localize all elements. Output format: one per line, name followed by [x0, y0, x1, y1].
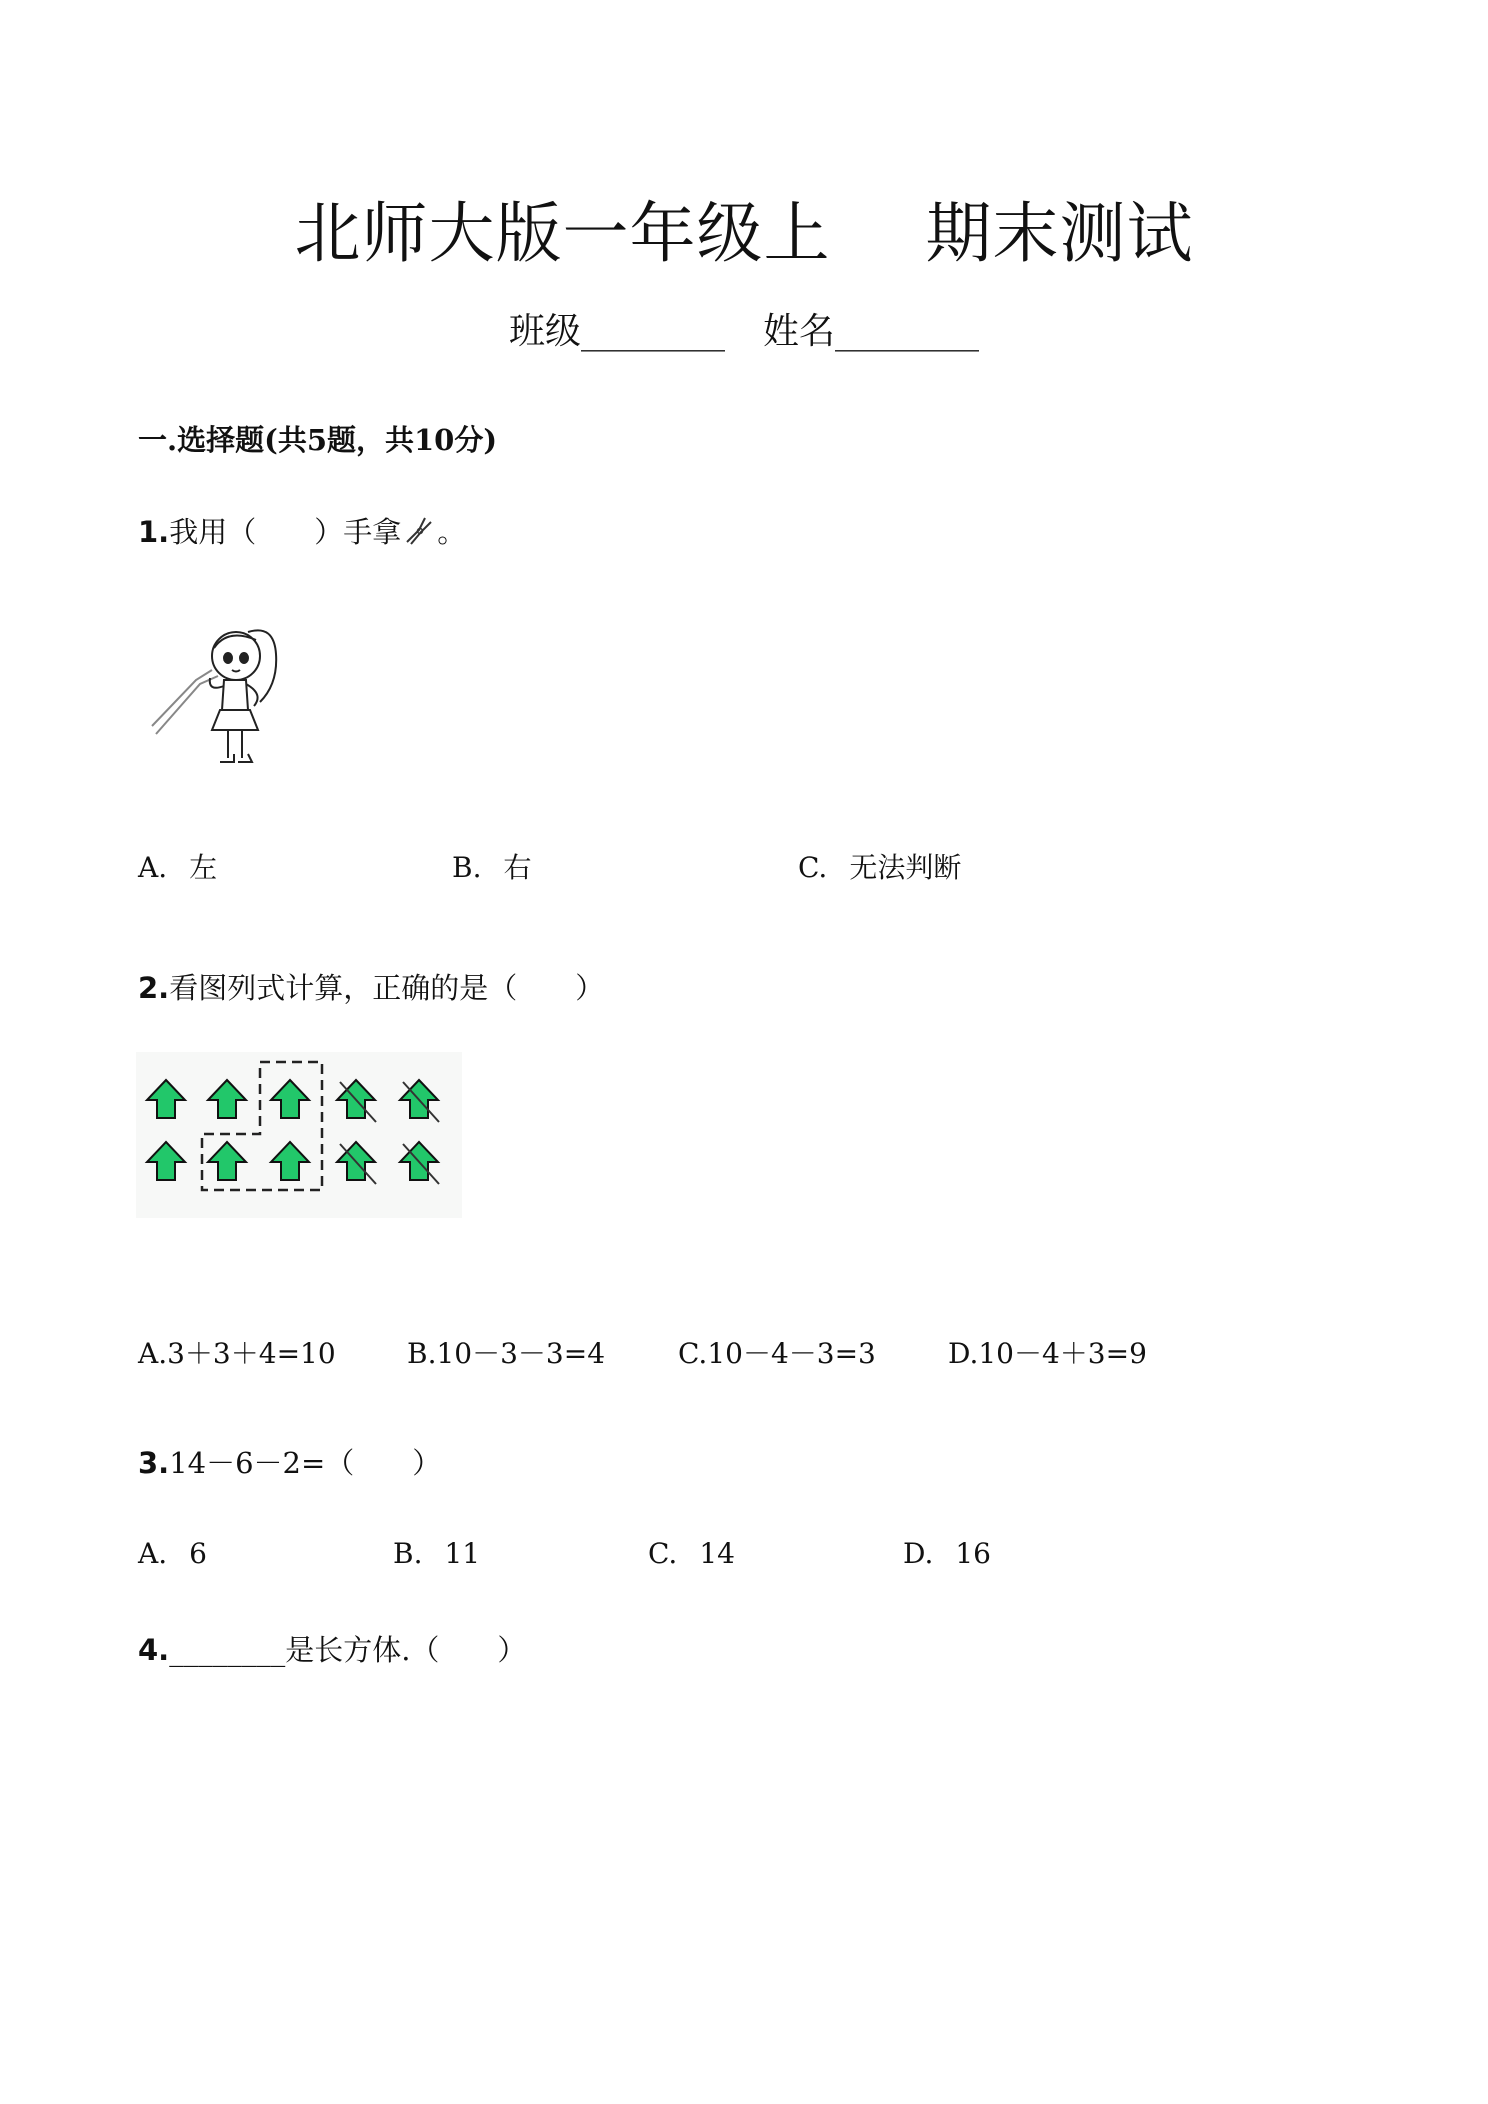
question-number: 3. [138, 1446, 170, 1480]
section-title: 一.选择题(共5题，共10分) [138, 423, 498, 457]
question-stem: ________是长方体.（ ） [169, 1633, 527, 1667]
question-4 [138, 1628, 526, 1669]
q1-option-b[interactable]: B. 右 [452, 851, 532, 884]
question-1 [138, 510, 466, 551]
q3-option-c[interactable]: C. 14 [648, 1537, 735, 1570]
pliers-icon [401, 512, 437, 548]
question-number: 4. [138, 1633, 170, 1667]
title-right: 期末测试 [925, 195, 1194, 272]
q2-option-d[interactable]: D.10－4＋3=9 [948, 1337, 1147, 1370]
question-stem: 14－6－2=（ ） [169, 1446, 442, 1480]
question-stem: 我用（ ）手拿 [169, 515, 402, 549]
class-field[interactable]: 班级________ [508, 311, 725, 352]
student-info [0, 303, 1488, 354]
page-title [0, 180, 1488, 275]
name-field[interactable]: 姓名________ [763, 311, 980, 352]
q2-option-b[interactable]: B.10－3－3=4 [407, 1337, 606, 1370]
q2-option-a[interactable]: A.3＋3＋4=10 [138, 1337, 336, 1370]
question-number: 2. [138, 971, 170, 1005]
q1-option-a[interactable]: A. 左 [138, 851, 218, 884]
q3-option-a[interactable]: A. 6 [138, 1537, 207, 1570]
girl-with-pliers-illustration [148, 614, 298, 774]
arrows-figure [136, 1052, 462, 1218]
question-3 [138, 1441, 441, 1482]
title-left: 北师大版一年级上 [294, 195, 831, 272]
q3-option-b[interactable]: B. 11 [393, 1537, 481, 1570]
q2-option-c[interactable]: C.10－4－3=3 [678, 1337, 876, 1370]
question-stem: 看图列式计算，正确的是（ ） [169, 971, 605, 1005]
q3-option-d[interactable]: D. 16 [903, 1537, 991, 1570]
question-2 [138, 966, 604, 1007]
question-stem-end: 。 [437, 515, 467, 549]
q1-option-c[interactable]: C. 无法判断 [798, 851, 962, 884]
question-number: 1. [138, 515, 170, 549]
